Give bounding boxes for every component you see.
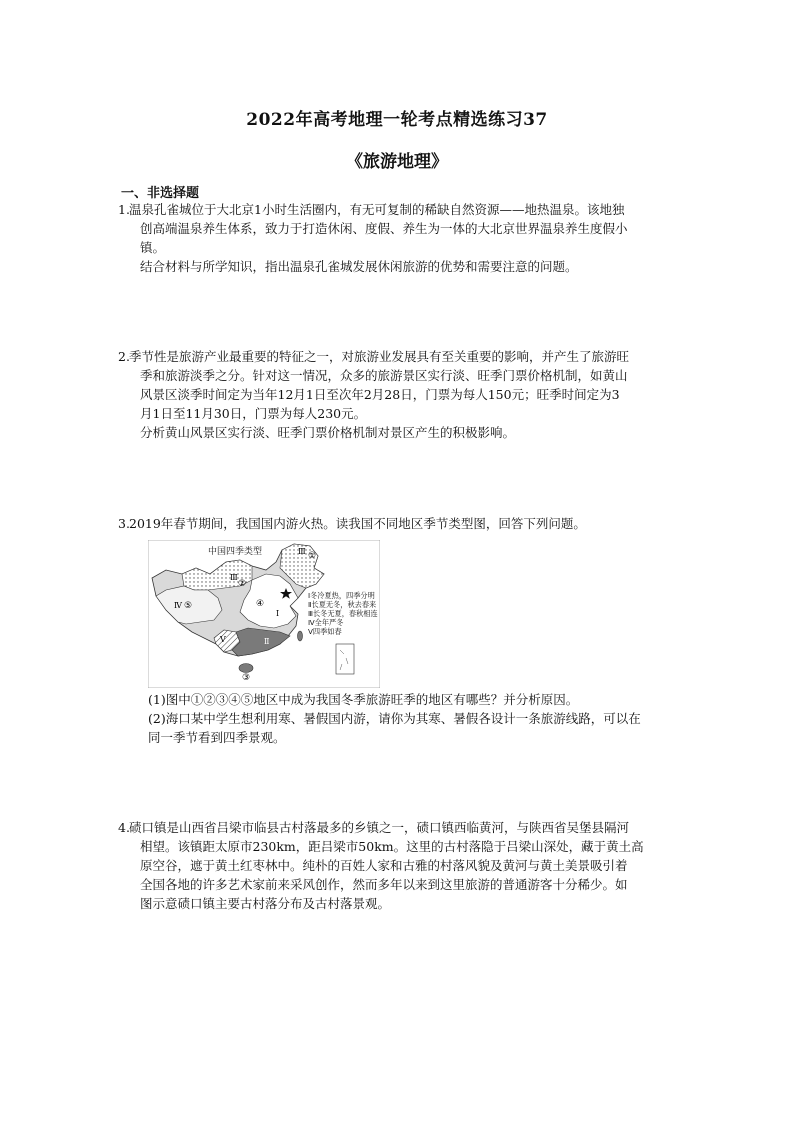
marker-4: ④ (256, 599, 265, 609)
question-text-line: 季节性是旅游产业最重要的特征之一，对旅游业发展具有至关重要的影响，并产生了旅游旺 (129, 349, 630, 364)
region-label: Ⅳ (174, 601, 182, 610)
region-label: Ⅰ (276, 609, 280, 618)
question-text-line: 全国各地的许多艺术家前来采风创作，然而多年以来到这里旅游的普通游客十分稀少。如 (140, 877, 628, 892)
legend-item: Ⅱ长夏无冬，秋去春来 (308, 600, 377, 609)
region-label: Ⅲ (230, 573, 238, 582)
region-label: Ⅱ (264, 637, 270, 646)
hainan-island (239, 664, 253, 673)
region-label: Ⅴ (220, 635, 226, 644)
taiwan-island (298, 631, 303, 641)
question-number: 2. (118, 349, 130, 364)
legend-item: Ⅴ四季如春 (308, 627, 342, 636)
question-4 (118, 818, 703, 913)
region-label: Ⅲ (298, 547, 306, 556)
question-text-line: 图示意碛口镇主要古村落分布及古村落景观。 (140, 896, 391, 911)
marker-5: ⑤ (184, 601, 193, 611)
sub-question-1: (1)图中①②③④⑤地区中成为我国冬季旅游旺季的地区有哪些？并分析原因。 (148, 692, 579, 707)
question-1 (118, 200, 703, 276)
question-3 (118, 514, 703, 533)
section-heading: 一、非选择题 (121, 186, 200, 201)
question-text-line: 创高端温泉养生体系，致力于打造休闲、度假、养生为一体的大北京世界温泉养生度假小 (140, 221, 628, 236)
question-2 (118, 347, 703, 442)
question-prompt: 分析黄山风景区实行淡、旺季门票价格机制对景区产生的积极影响。 (140, 425, 516, 440)
map-title: 中国四季类型 (208, 547, 263, 557)
question-text-line: 原空谷，遮于黄土红枣林中。纯朴的百姓人家和古雅的村落风貌及黄河与黄土美景吸引着 (140, 858, 628, 873)
question-text-line: 温泉孔雀城位于大北京1小时生活圈内，有无可复制的稀缺自然资源——地热温泉。该地独 (129, 202, 625, 217)
question-number: 3. (118, 516, 130, 531)
question-number: 1. (118, 202, 130, 217)
question-text-line: 相望。该镇距太原市230km，距吕梁市50km。这里的古村落隐于吕梁山深处，藏于黄土高 (140, 839, 644, 854)
question-text-line: 镇。 (140, 240, 166, 255)
marker-3: ③ (242, 673, 251, 683)
page-subtitle: 《旅游地理》 (346, 152, 448, 172)
legend-item: Ⅳ全年严冬 (308, 618, 344, 627)
marker-1: ① (308, 551, 317, 561)
question-text-line: 季和旅游淡季之分。针对这一情况，众多的旅游景区实行淡、旺季门票价格机制，如黄山 (140, 368, 628, 383)
question-text-line: 2019年春节期间，我国国内游火热。读我国不同地区季节类型图，回答下列问题。 (129, 516, 586, 531)
legend-item: Ⅲ长冬无夏，春秋相连 (308, 609, 378, 618)
question-text-line: 碛口镇是山西省吕梁市临县古村落最多的乡镇之一，碛口镇西临黄河，与陕西省吴堡县隔河 (129, 820, 630, 835)
question-prompt: 结合材料与所学知识，指出温泉孔雀城发展休闲旅游的优势和需要注意的问题。 (140, 259, 578, 274)
question-number: 4. (118, 820, 130, 835)
question-text-line: 月1日至11月30日，门票为每人230元。 (140, 406, 367, 421)
south-sea-inset (336, 644, 354, 674)
china-seasons-map (148, 540, 380, 688)
page-title: 2022年高考地理一轮考点精选练习37 (246, 110, 548, 130)
sub-question-2-cont: 同一季节看到四季景观。 (148, 730, 286, 745)
question-text-line: 风景区淡季时间定为当年12月1日至次年2月28日，门票为每人150元；旺季时间定为3 (140, 387, 620, 402)
marker-2: ② (238, 579, 247, 589)
legend-item: Ⅰ冬冷夏热，四季分明 (308, 591, 375, 600)
sub-question-2: (2)海口某中学生想利用寒、暑假国内游，请你为其寒、暑假各设计一条旅游线路，可以在 (148, 711, 641, 726)
